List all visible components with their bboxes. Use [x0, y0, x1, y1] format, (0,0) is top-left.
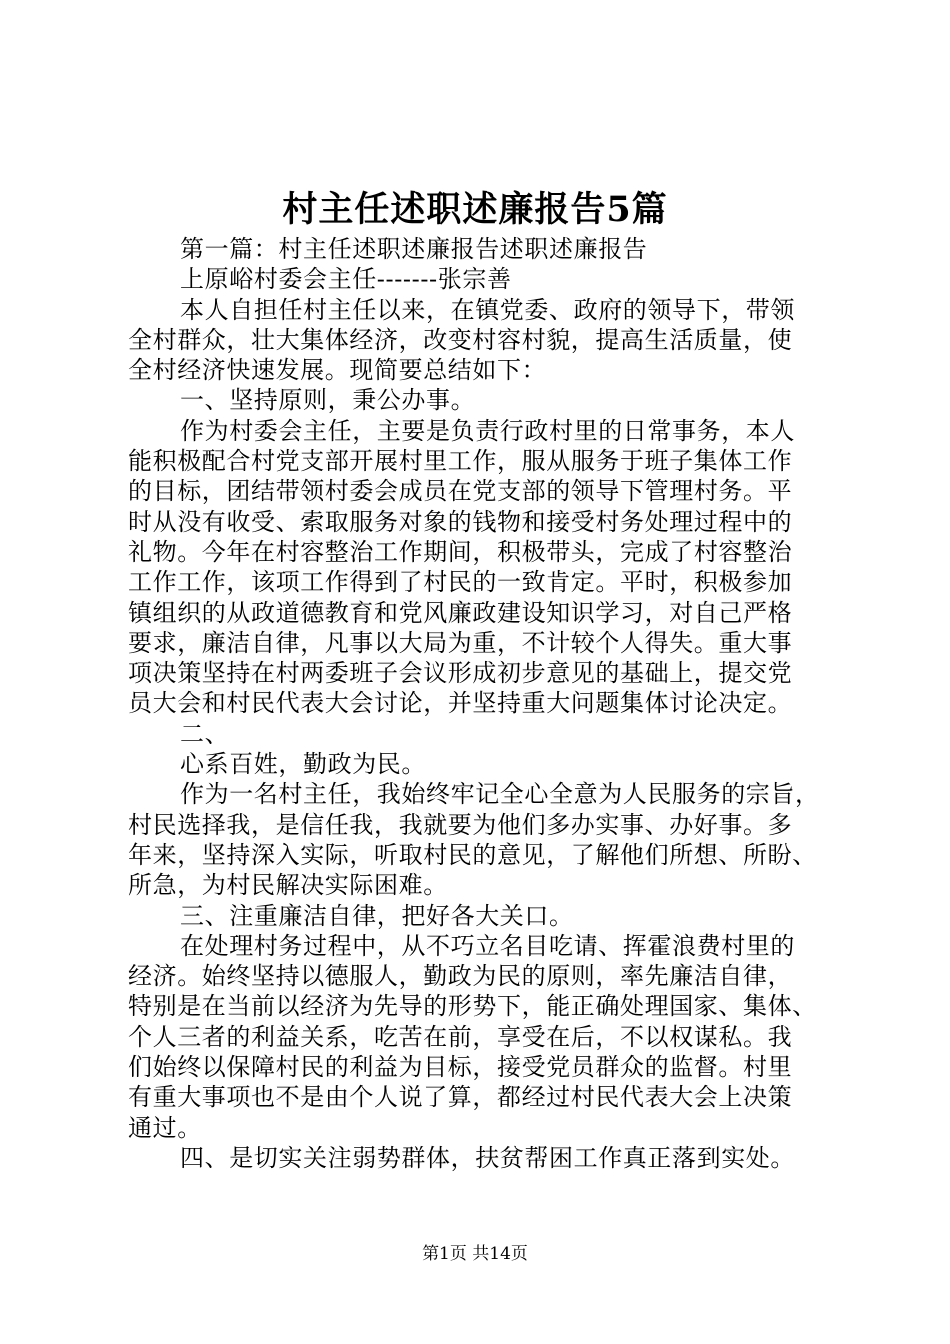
paragraph-line: 能积极配合村党支部开展村里工作，服从服务于班子集体工作: [128, 447, 793, 476]
paragraph-line: 作为村委会主任，主要是负责行政村里的日常事务，本人: [180, 416, 795, 445]
paragraph-line: 员大会和村民代表大会讨论，并坚持重大问题集体讨论决定。: [128, 689, 793, 718]
paragraph-line: 年来，坚持深入实际，听取村民的意见，了解他们所想、所盼、: [128, 840, 817, 869]
paragraph-line: 本人自担任村主任以来，在镇党委、政府的领导下，带领: [180, 295, 795, 324]
paragraph-line: 在处理村务过程中，从不巧立名目吃请、挥霍浪费村里的: [180, 931, 795, 960]
paragraph-line: 有重大事项也不是由个人说了算，都经过村民代表大会上决策: [128, 1083, 793, 1112]
paragraph-line: 时从没有收受、索取服务对象的钱物和接受村务处理过程中的: [128, 507, 793, 536]
paragraph-line: 作为一名村主任，我始终牢记全心全意为人民服务的宗旨，: [180, 780, 820, 809]
paragraph-line: 礼物。今年在村容整治工作期间，积极带头，完成了村容整治: [128, 537, 793, 566]
paragraph-line: 全村经济快速发展。现简要总结如下：: [128, 356, 547, 385]
paragraph-line: 四、是切实关注弱势群体，扶贫帮困工作真正落到实处。: [180, 1143, 795, 1172]
paragraph-line: 通过。: [128, 1113, 202, 1142]
page-footer: 第1页 共14页: [422, 1244, 528, 1264]
document-body: [128, 234, 836, 1173]
paragraph-line: 心系百姓，勤政为民。: [180, 750, 426, 779]
paragraph-line: 们始终以保障村民的利益为目标，接受党员群众的监督。村里: [128, 1053, 793, 1082]
paragraph-line: 所急，为村民解决实际困难。: [128, 871, 448, 900]
paragraph-line: 全村群众，壮大集体经济，改变村容村貌，提高生活质量，使: [128, 325, 793, 354]
paragraph-line: 经济。始终坚持以德服人，勤政为民的原则，率先廉洁自律，: [128, 962, 793, 991]
paragraph-line: 项决策坚持在村两委班子会议形成初步意见的基础上，提交党: [128, 659, 793, 688]
paragraph-line: 第一篇：村主任述职述廉报告述职述廉报告: [180, 235, 648, 263]
paragraph-line: 一、坚持原则，秉公办事。: [180, 386, 476, 415]
paragraph-line: 村民选择我，是信任我，我就要为他们多办实事、办好事。多: [128, 810, 793, 839]
paragraph-line: 上原峪村委会主任-------张宗善: [180, 265, 512, 294]
paragraph-line: 二、: [180, 719, 230, 748]
document-title: 村主任述职述廉报告5篇: [282, 189, 668, 230]
paragraph-line: 要求，廉洁自律，凡事以大局为重，不计较个人得失。重大事: [128, 628, 793, 657]
paragraph-line: 镇组织的从政道德教育和党风廉政建设知识学习，对自己严格: [128, 598, 793, 627]
paragraph-line: 三、注重廉洁自律，把好各大关口。: [180, 901, 574, 930]
paragraph-line: 工作工作，该项工作得到了村民的一致肯定。平时，积极参加: [128, 568, 793, 597]
paragraph-line: 的目标，团结带领村委会成员在党支部的领导下管理村务。平: [128, 477, 793, 506]
paragraph-line: 个人三者的利益关系，吃苦在前，享受在后，不以权谋私。我: [128, 1022, 793, 1051]
paragraph-line: 特别是在当前以经济为先导的形势下，能正确处理国家、集体、: [128, 992, 817, 1021]
